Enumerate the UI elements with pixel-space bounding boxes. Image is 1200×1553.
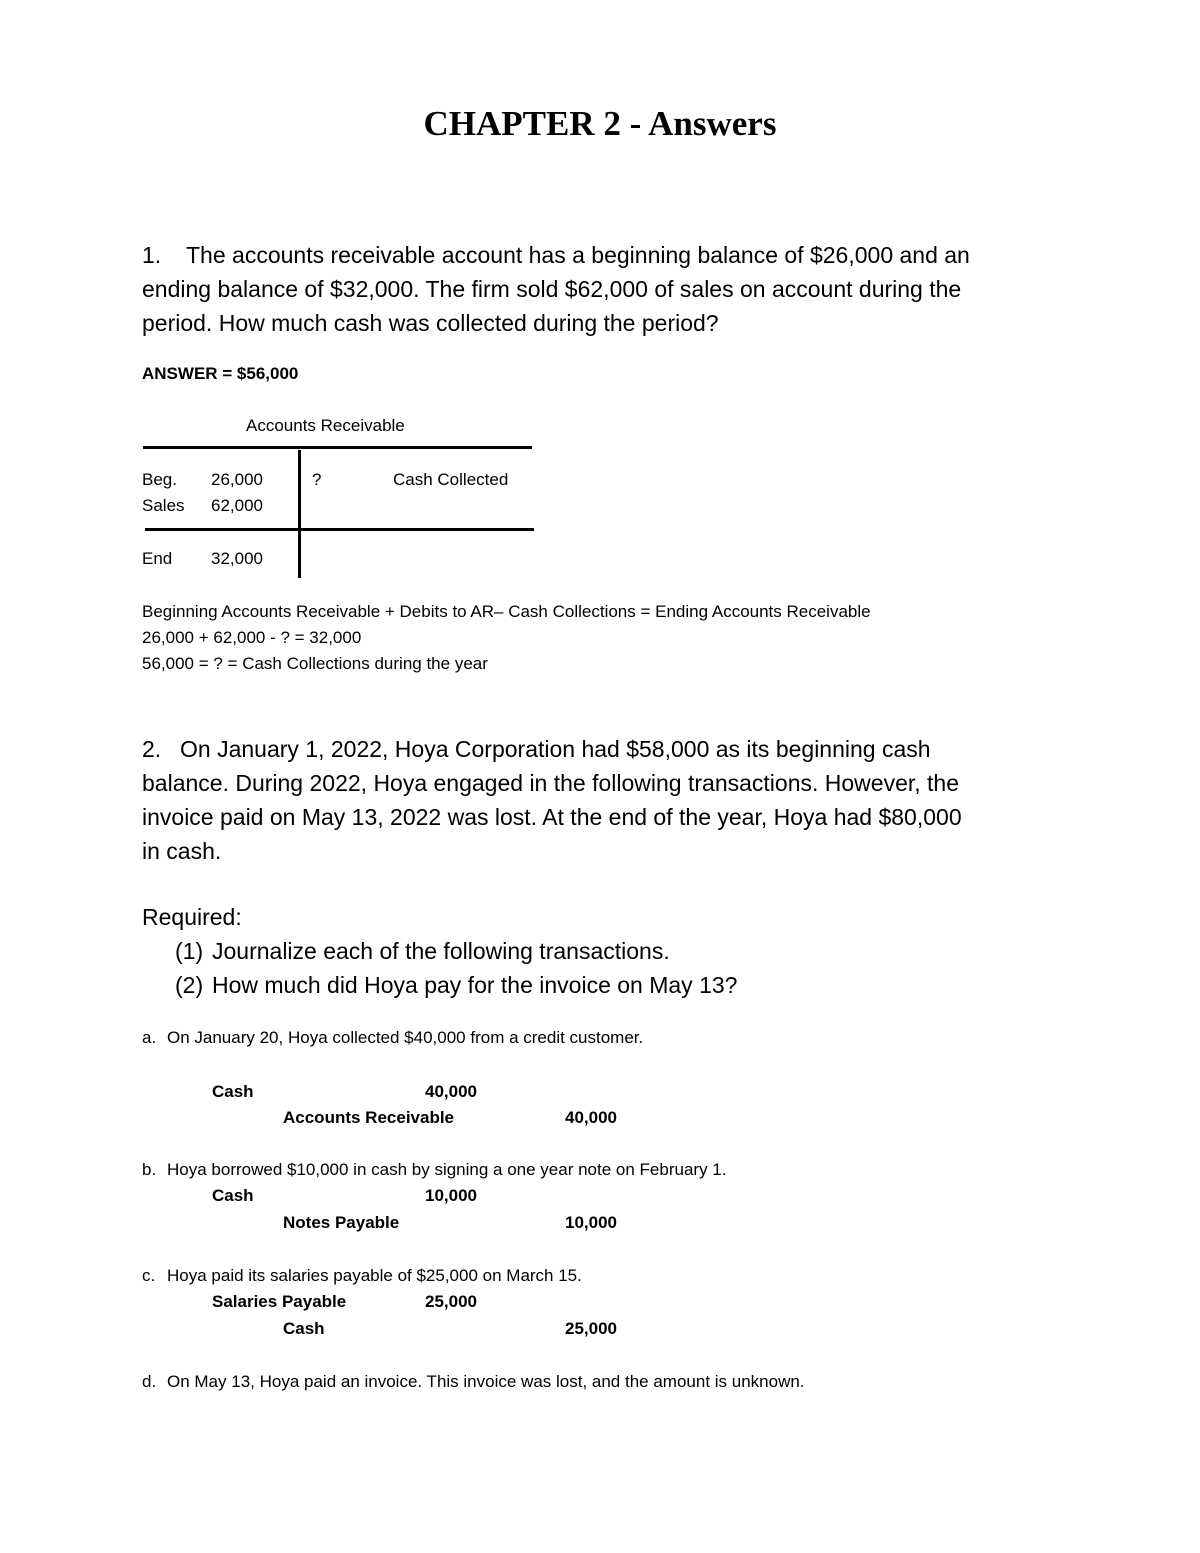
q1-line-2: ending balance of $32,000. The firm sold $62,000 of sales on account during the xyxy=(142,276,962,302)
transaction-c-debit-amount: 25,000 xyxy=(425,1292,477,1311)
t-end-value: 32,000 xyxy=(211,549,263,568)
transaction-c-credit-amount: 25,000 xyxy=(565,1319,617,1338)
t-credit-label: Cash Collected xyxy=(393,470,509,489)
transaction-b-debit-account: Cash xyxy=(212,1186,254,1205)
t-debit-label-beg: Beg. xyxy=(142,470,177,489)
t-account-top-rule xyxy=(143,446,532,449)
transaction-b-credit-account: Notes Payable xyxy=(283,1213,400,1232)
page-title: CHAPTER 2 - Answers xyxy=(423,104,777,143)
q2-line-3: invoice paid on May 13, 2022 was lost. At the end of the year, Hoya had $80,000 xyxy=(142,804,962,830)
q1-explanation-1: Beginning Accounts Receivable + Debits to AR– Cash Collections = Ending Accounts Receivable xyxy=(142,602,871,621)
t-account-title: Accounts Receivable xyxy=(246,416,405,435)
transaction-c-debit-account: Salaries Payable xyxy=(212,1292,347,1311)
transaction-b-letter: b. xyxy=(142,1160,157,1179)
q1-answer: ANSWER = $56,000 xyxy=(142,364,299,383)
q2-line-4: in cash. xyxy=(142,838,222,864)
q1-explanation-2: 26,000 + 62,000 - ? = 32,000 xyxy=(142,628,362,647)
required-text-2: How much did Hoya pay for the invoice on May 13? xyxy=(212,972,738,998)
q1-line-1: The accounts receivable account has a beginning balance of $26,000 and an xyxy=(186,242,970,268)
transaction-b-text: Hoya borrowed $10,000 in cash by signing a one year note on February 1. xyxy=(167,1160,727,1179)
transaction-a-credit-amount: 40,000 xyxy=(565,1108,617,1127)
t-account-center-rule xyxy=(298,450,301,578)
transaction-c-credit-account: Cash xyxy=(283,1319,325,1338)
q2-number: 2. xyxy=(142,736,162,762)
q2-line-1: On January 1, 2022, Hoya Corporation had $58,000 as its beginning cash xyxy=(180,736,931,762)
required-num-1: (1) xyxy=(175,938,204,964)
transaction-a-debit-account: Cash xyxy=(212,1082,254,1101)
t-debit-value-sales: 62,000 xyxy=(211,496,263,515)
transaction-d-letter: d. xyxy=(142,1372,157,1391)
t-account-balance-rule xyxy=(145,528,534,531)
q1-number: 1. xyxy=(142,242,162,268)
required-text-1: Journalize each of the following transactions. xyxy=(212,938,670,964)
q1-explanation-3: 56,000 = ? = Cash Collections during the year xyxy=(142,654,488,673)
required-num-2: (2) xyxy=(175,972,204,998)
transaction-b-credit-amount: 10,000 xyxy=(565,1213,617,1232)
t-debit-label-sales: Sales xyxy=(142,496,185,515)
transaction-a-letter: a. xyxy=(142,1028,157,1047)
transaction-c-letter: c. xyxy=(142,1266,156,1285)
q1-line-3: period. How much cash was collected during the period? xyxy=(142,310,719,336)
transaction-b-debit-amount: 10,000 xyxy=(425,1186,477,1205)
transaction-a-debit-amount: 40,000 xyxy=(425,1082,477,1101)
transaction-c-text: Hoya paid its salaries payable of $25,000 on March 15. xyxy=(167,1266,582,1285)
t-credit-mark: ? xyxy=(312,470,322,489)
q2-line-2: balance. During 2022, Hoya engaged in the following transactions. However, the xyxy=(142,770,960,796)
required-label: Required: xyxy=(142,904,242,930)
transaction-d-text: On May 13, Hoya paid an invoice. This invoice was lost, and the amount is unknown. xyxy=(167,1372,805,1391)
t-debit-value-beg: 26,000 xyxy=(211,470,263,489)
t-end-label: End xyxy=(142,549,173,568)
transaction-a-credit-account: Accounts Receivable xyxy=(283,1108,455,1127)
transaction-a-text: On January 20, Hoya collected $40,000 from a credit customer. xyxy=(167,1028,644,1047)
